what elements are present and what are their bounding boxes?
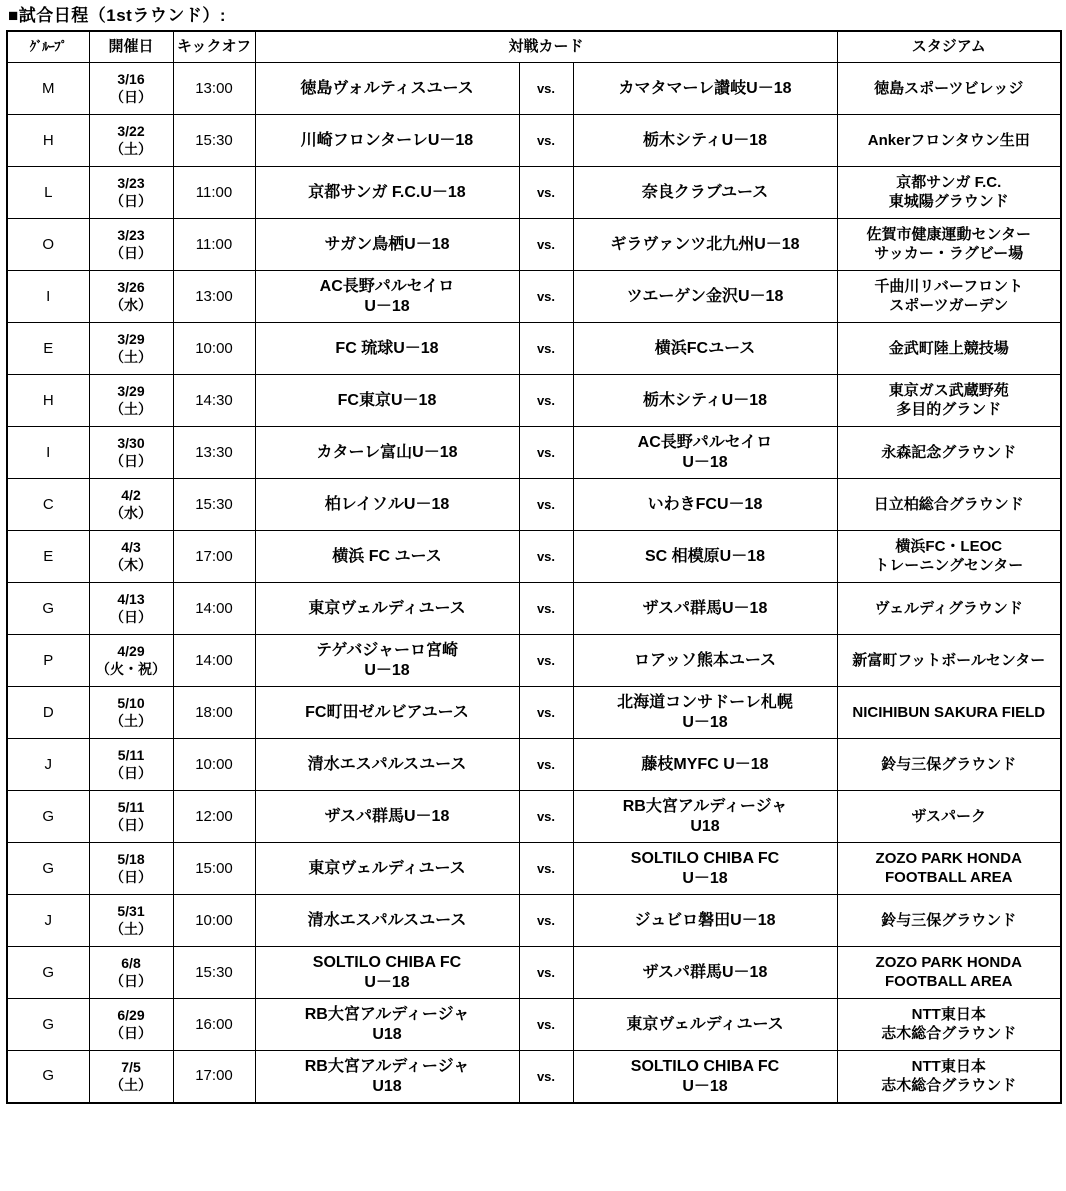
date-day-of-week: （土） [110,1076,152,1093]
date-day-of-week: （土） [110,140,152,157]
date-day-of-week: （木） [110,556,152,573]
cell-group: J [7,739,89,791]
cell-date [89,479,173,531]
cell-vs-label: vs. [519,167,573,219]
cell-group: G [7,947,89,999]
table-row [7,427,1061,479]
cell-vs-label: vs. [519,219,573,271]
table-row [7,479,1061,531]
cell-date [89,843,173,895]
date-month-day: 5/18 [117,851,145,868]
date-day-of-week: （日） [110,244,152,261]
cell-home-team: RB大宮アルディージャ U18 [255,999,519,1051]
cell-stadium: 京都サンガ F.C. 東城陽グラウンド [837,167,1061,219]
cell-away-team: 北海道コンサドーレ札幌 U－18 [573,687,837,739]
cell-kickoff: 10:00 [173,323,255,375]
cell-vs-label: vs. [519,635,573,687]
cell-kickoff: 14:00 [173,583,255,635]
cell-kickoff: 17:00 [173,531,255,583]
table-row [7,687,1061,739]
cell-stadium: 鈴与三保グラウンド [837,895,1061,947]
table-row [7,791,1061,843]
cell-vs-label: vs. [519,531,573,583]
cell-kickoff: 16:00 [173,999,255,1051]
cell-home-team: 柏レイソルU－18 [255,479,519,531]
cell-date [89,167,173,219]
cell-away-team: ジュビロ磐田U－18 [573,895,837,947]
cell-date [89,531,173,583]
cell-kickoff: 14:30 [173,375,255,427]
date-day-of-week: （水） [110,504,152,521]
cell-home-team: RB大宮アルディージャ U18 [255,1051,519,1103]
cell-stadium: ZOZO PARK HONDA FOOTBALL AREA [837,843,1061,895]
cell-away-team: 横浜FCユース [573,323,837,375]
date-day-of-week: （土） [110,400,152,417]
cell-date [89,323,173,375]
cell-home-team: ザスパ群馬U－18 [255,791,519,843]
cell-group: I [7,271,89,323]
cell-vs-label: vs. [519,1051,573,1103]
cell-vs-label: vs. [519,63,573,115]
cell-vs-label: vs. [519,895,573,947]
cell-away-team: ザスパ群馬U－18 [573,947,837,999]
cell-stadium: 日立柏総合グラウンド [837,479,1061,531]
date-month-day: 3/29 [117,331,145,348]
cell-away-team: SOLTILO CHIBA FC U－18 [573,1051,837,1103]
cell-away-team: 栃木シティU－18 [573,115,837,167]
date-day-of-week: （土） [110,712,152,729]
date-month-day: 4/2 [121,487,141,504]
date-day-of-week: （水） [110,296,152,313]
table-header [7,31,1061,63]
cell-date [89,63,173,115]
cell-stadium: ザスパーク [837,791,1061,843]
table-row [7,63,1061,115]
date-day-of-week: （火・祝） [96,660,166,677]
cell-stadium: NICIHIBUN SAKURA FIELD [837,687,1061,739]
cell-home-team: カターレ富山U－18 [255,427,519,479]
cell-vs-label: vs. [519,375,573,427]
cell-away-team: 栃木シティU－18 [573,375,837,427]
cell-away-team: RB大宮アルディージャ U18 [573,791,837,843]
cell-home-team: 京都サンガ F.C.U－18 [255,167,519,219]
cell-away-team: AC長野パルセイロ U－18 [573,427,837,479]
cell-vs-label: vs. [519,791,573,843]
cell-group: G [7,791,89,843]
cell-vs-label: vs. [519,947,573,999]
date-month-day: 5/31 [117,903,145,920]
cell-home-team: 清水エスパルスユース [255,739,519,791]
cell-stadium: 鈴与三保グラウンド [837,739,1061,791]
cell-kickoff: 13:30 [173,427,255,479]
date-month-day: 3/30 [117,435,145,452]
table-body [7,63,1061,1103]
cell-vs-label: vs. [519,843,573,895]
cell-home-team: FC東京U－18 [255,375,519,427]
cell-away-team: 藤枝MYFC U－18 [573,739,837,791]
date-month-day: 3/29 [117,383,145,400]
cell-group: O [7,219,89,271]
cell-stadium: ヴェルディグラウンド [837,583,1061,635]
table-row [7,323,1061,375]
date-day-of-week: （日） [110,764,152,781]
cell-date [89,583,173,635]
cell-home-team: サガン鳥栖U－18 [255,219,519,271]
date-day-of-week: （日） [110,88,152,105]
cell-vs-label: vs. [519,115,573,167]
cell-stadium: 千曲川リバーフロント スポーツガーデン [837,271,1061,323]
table-row [7,1051,1061,1103]
date-day-of-week: （日） [110,816,152,833]
date-day-of-week: （日） [110,452,152,469]
date-month-day: 4/29 [117,643,145,660]
cell-date [89,947,173,999]
date-day-of-week: （土） [110,348,152,365]
cell-away-team: ロアッソ熊本ユース [573,635,837,687]
date-month-day: 3/23 [117,175,145,192]
cell-home-team: 徳島ヴォルティスユース [255,63,519,115]
cell-stadium: 新富町フットボールセンター [837,635,1061,687]
table-row [7,843,1061,895]
cell-vs-label: vs. [519,999,573,1051]
column-header-kickoff: キックオフ [173,31,255,63]
cell-away-team: ツエーゲン金沢U－18 [573,271,837,323]
table-row [7,999,1061,1051]
cell-group: L [7,167,89,219]
date-month-day: 6/29 [117,1007,145,1024]
cell-home-team: 東京ヴェルディユース [255,843,519,895]
cell-away-team: カマタマーレ讃岐U－18 [573,63,837,115]
cell-date [89,219,173,271]
cell-date [89,115,173,167]
cell-group: J [7,895,89,947]
cell-kickoff: 11:00 [173,167,255,219]
cell-date [89,635,173,687]
date-month-day: 5/11 [117,799,145,816]
cell-home-team: AC長野パルセイロ U－18 [255,271,519,323]
table-row [7,375,1061,427]
header-row [7,31,1061,63]
table-row [7,895,1061,947]
cell-away-team: SOLTILO CHIBA FC U－18 [573,843,837,895]
cell-date [89,999,173,1051]
cell-date [89,791,173,843]
column-header-stadium: スタジアム [837,31,1061,63]
cell-kickoff: 10:00 [173,895,255,947]
cell-date [89,895,173,947]
match-schedule-table [6,30,1062,1104]
cell-date [89,427,173,479]
cell-vs-label: vs. [519,323,573,375]
cell-kickoff: 18:00 [173,687,255,739]
cell-home-team: SOLTILO CHIBA FC U－18 [255,947,519,999]
cell-vs-label: vs. [519,479,573,531]
cell-home-team: 清水エスパルスユース [255,895,519,947]
cell-group: H [7,115,89,167]
table-row [7,531,1061,583]
column-header-match: 対戦カード [255,31,837,63]
date-day-of-week: （日） [110,192,152,209]
cell-home-team: FC町田ゼルビアユース [255,687,519,739]
cell-kickoff: 17:00 [173,1051,255,1103]
cell-home-team: テゲバジャーロ宮崎 U－18 [255,635,519,687]
column-header-group: ｸﾞﾙｰﾌﾟ [7,31,89,63]
date-month-day: 4/3 [121,539,141,556]
cell-date [89,375,173,427]
cell-date [89,1051,173,1103]
cell-group: E [7,323,89,375]
cell-group: H [7,375,89,427]
cell-stadium: 横浜FC・LEOC トレーニングセンター [837,531,1061,583]
cell-kickoff: 15:30 [173,479,255,531]
date-month-day: 7/5 [121,1059,141,1076]
cell-kickoff: 15:30 [173,947,255,999]
cell-group: M [7,63,89,115]
cell-stadium: 金武町陸上競技場 [837,323,1061,375]
cell-kickoff: 14:00 [173,635,255,687]
cell-away-team: 奈良クラブユース [573,167,837,219]
cell-away-team: SC 相模原U－18 [573,531,837,583]
cell-vs-label: vs. [519,271,573,323]
cell-kickoff: 13:00 [173,271,255,323]
cell-stadium: 徳島スポーツビレッジ [837,63,1061,115]
table-row [7,947,1061,999]
table-row [7,739,1061,791]
date-month-day: 6/8 [121,955,141,972]
cell-stadium: 東京ガス武蔵野苑 多目的グランド [837,375,1061,427]
date-day-of-week: （日） [110,608,152,625]
cell-stadium: NTT東日本 志木総合グラウンド [837,1051,1061,1103]
cell-date [89,687,173,739]
date-day-of-week: （日） [110,868,152,885]
cell-vs-label: vs. [519,687,573,739]
cell-kickoff: 10:00 [173,739,255,791]
cell-date [89,271,173,323]
cell-stadium: Ankerフロンタウン生田 [837,115,1061,167]
column-header-date: 開催日 [89,31,173,63]
cell-kickoff: 15:30 [173,115,255,167]
cell-group: D [7,687,89,739]
cell-kickoff: 13:00 [173,63,255,115]
date-month-day: 5/10 [117,695,145,712]
cell-group: G [7,999,89,1051]
page-title: ■試合日程（1stラウンド）: [8,6,226,25]
date-day-of-week: （日） [110,972,152,989]
date-month-day: 3/22 [117,123,145,140]
table-row [7,271,1061,323]
cell-group: G [7,1051,89,1103]
cell-away-team: ギラヴァンツ北九州U－18 [573,219,837,271]
cell-group: P [7,635,89,687]
cell-stadium: NTT東日本 志木総合グラウンド [837,999,1061,1051]
cell-home-team: 東京ヴェルディユース [255,583,519,635]
date-month-day: 3/16 [117,71,145,88]
table-row [7,583,1061,635]
cell-stadium: 永森記念グラウンド [837,427,1061,479]
cell-group: E [7,531,89,583]
cell-stadium: 佐賀市健康運動センター サッカー・ラグビー場 [837,219,1061,271]
cell-kickoff: 15:00 [173,843,255,895]
cell-away-team: いわきFCU－18 [573,479,837,531]
cell-group: G [7,583,89,635]
date-month-day: 5/11 [117,747,145,764]
date-month-day: 3/26 [117,279,145,296]
table-row [7,219,1061,271]
table-row [7,167,1061,219]
cell-vs-label: vs. [519,427,573,479]
date-month-day: 3/23 [117,227,145,244]
cell-group: C [7,479,89,531]
table-row [7,115,1061,167]
cell-away-team: 東京ヴェルディユース [573,999,837,1051]
cell-vs-label: vs. [519,583,573,635]
cell-stadium: ZOZO PARK HONDA FOOTBALL AREA [837,947,1061,999]
cell-kickoff: 11:00 [173,219,255,271]
cell-home-team: FC 琉球U－18 [255,323,519,375]
date-day-of-week: （土） [110,920,152,937]
cell-home-team: 横浜 FC ユース [255,531,519,583]
table-row [7,635,1061,687]
cell-group: G [7,843,89,895]
date-month-day: 4/13 [117,591,145,608]
cell-away-team: ザスパ群馬U－18 [573,583,837,635]
cell-kickoff: 12:00 [173,791,255,843]
cell-vs-label: vs. [519,739,573,791]
cell-group: I [7,427,89,479]
cell-date [89,739,173,791]
cell-home-team: 川崎フロンターレU－18 [255,115,519,167]
date-day-of-week: （日） [110,1024,152,1041]
